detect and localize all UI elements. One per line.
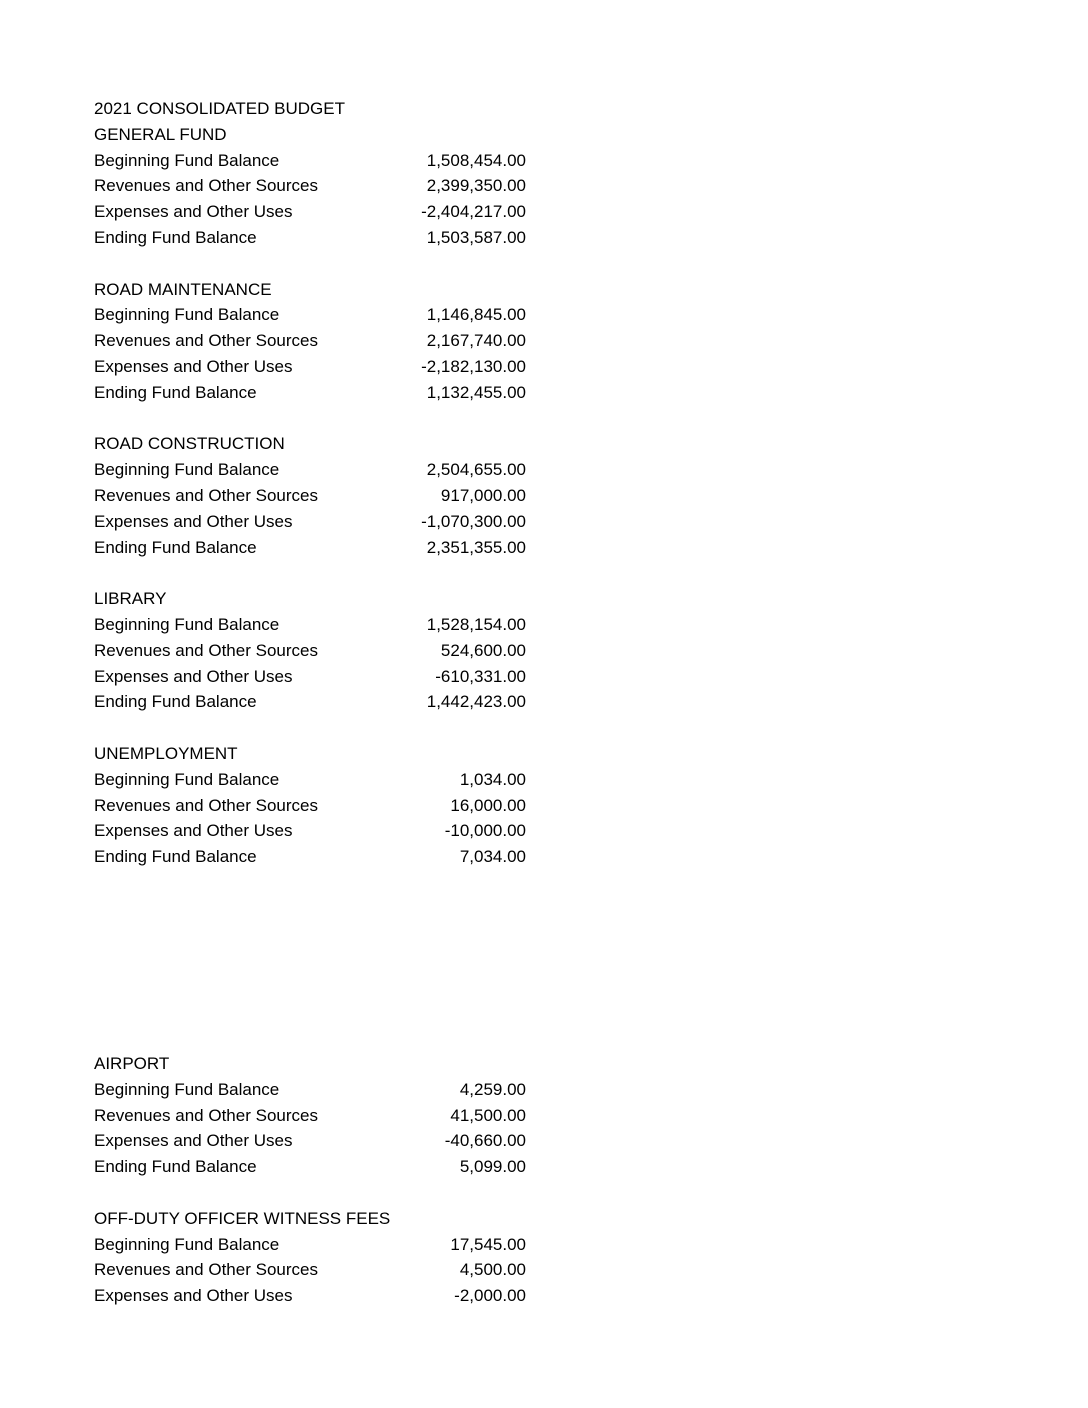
row-amount: -2,182,130.00 [421, 356, 526, 376]
fund-row [94, 1128, 526, 1154]
row-label: Revenues and Other Sources [94, 331, 318, 351]
row-label: Beginning Fund Balance [94, 460, 280, 480]
row-label: Ending Fund Balance [94, 537, 257, 557]
row-label: Expenses and Other Uses [94, 821, 293, 841]
row-amount: 1,132,455.00 [426, 382, 526, 402]
fund-row [94, 199, 526, 225]
row-amount: 17,545.00 [450, 1234, 526, 1254]
row-amount: -40,660.00 [444, 1131, 526, 1151]
row-amount: 5,099.00 [459, 1157, 526, 1177]
budget-bottom-section [94, 1051, 526, 1335]
fund-row [94, 148, 526, 174]
row-amount: -2,404,217.00 [421, 202, 526, 222]
budget-top-section [94, 96, 526, 896]
row-label: Beginning Fund Balance [94, 1234, 280, 1254]
row-label: Ending Fund Balance [94, 1157, 257, 1177]
fund-row [94, 1077, 526, 1103]
fund-heading: ROAD CONSTRUCTION [94, 434, 285, 454]
row-label: Revenues and Other Sources [94, 640, 318, 660]
row-label: Expenses and Other Uses [94, 511, 293, 531]
row-amount: 16,000.00 [450, 795, 526, 815]
row-amount: 1,528,154.00 [426, 614, 526, 634]
row-label: Expenses and Other Uses [94, 202, 293, 222]
fund-heading: AIRPORT [94, 1054, 170, 1073]
row-label: Ending Fund Balance [94, 227, 257, 247]
row-amount: 2,504,655.00 [426, 460, 526, 480]
fund-heading: UNEMPLOYMENT [94, 743, 238, 763]
fund-row [94, 1232, 526, 1258]
fund-row [94, 689, 526, 715]
fund-section-airport [94, 1051, 526, 1180]
document-title: 2021 CONSOLIDATED BUDGET [94, 99, 345, 118]
fund-row [94, 483, 526, 509]
fund-section-library [94, 586, 526, 715]
row-label: Expenses and Other Uses [94, 1286, 293, 1306]
row-amount: -10,000.00 [444, 821, 526, 841]
fund-section-road-construction [94, 431, 526, 560]
row-label: Beginning Fund Balance [94, 769, 280, 789]
fund-row [94, 612, 526, 638]
fund-section-off-duty-officer-witness-fees [94, 1206, 526, 1309]
fund-section-general-fund [94, 122, 526, 251]
fund-row [94, 664, 526, 690]
fund-row [94, 328, 526, 354]
fund-row [94, 638, 526, 664]
row-amount: -1,070,300.00 [421, 511, 526, 531]
row-label: Expenses and Other Uses [94, 1131, 293, 1151]
row-label: Beginning Fund Balance [94, 1079, 280, 1099]
row-amount: 2,351,355.00 [426, 537, 526, 557]
row-label: Expenses and Other Uses [94, 356, 293, 376]
row-amount: 1,503,587.00 [426, 227, 526, 247]
row-label: Revenues and Other Sources [94, 1105, 318, 1125]
fund-row [94, 844, 526, 870]
row-amount: 1,508,454.00 [426, 150, 526, 170]
fund-row [94, 302, 526, 328]
row-label: Revenues and Other Sources [94, 485, 318, 505]
row-label: Ending Fund Balance [94, 847, 257, 867]
fund-row [94, 173, 526, 199]
row-amount: 4,500.00 [459, 1260, 526, 1280]
row-label: Beginning Fund Balance [94, 614, 280, 634]
fund-row [94, 1283, 526, 1309]
row-amount: 4,259.00 [459, 1079, 526, 1099]
row-label: Revenues and Other Sources [94, 176, 318, 196]
fund-row [94, 457, 526, 483]
row-amount: 41,500.00 [450, 1105, 526, 1125]
fund-row [94, 793, 526, 819]
fund-list-bottom [94, 1051, 526, 1309]
fund-heading: ROAD MAINTENANCE [94, 279, 272, 299]
fund-row [94, 225, 526, 251]
fund-row [94, 380, 526, 406]
row-label: Beginning Fund Balance [94, 305, 280, 325]
fund-section-unemployment [94, 741, 526, 870]
row-label: Revenues and Other Sources [94, 795, 318, 815]
row-amount: 1,034.00 [459, 769, 526, 789]
row-amount: 2,399,350.00 [426, 176, 526, 196]
row-amount: -2,000.00 [454, 1286, 526, 1306]
row-label: Revenues and Other Sources [94, 1260, 318, 1280]
fund-row [94, 535, 526, 561]
row-label: Ending Fund Balance [94, 692, 257, 712]
row-amount: 7,034.00 [459, 847, 526, 867]
fund-row [94, 1103, 526, 1129]
fund-row [94, 1154, 526, 1180]
fund-row [94, 818, 526, 844]
row-amount: -610,331.00 [435, 666, 526, 686]
row-amount: 1,442,423.00 [426, 692, 526, 712]
row-amount: 2,167,740.00 [426, 331, 526, 351]
fund-row [94, 354, 526, 380]
row-label: Expenses and Other Uses [94, 666, 293, 686]
fund-list-top [94, 122, 526, 870]
fund-heading: OFF-DUTY OFFICER WITNESS FEES [94, 1208, 391, 1228]
fund-row [94, 767, 526, 793]
fund-heading: LIBRARY [94, 589, 167, 609]
row-label: Ending Fund Balance [94, 382, 257, 402]
fund-heading: GENERAL FUND [94, 124, 227, 144]
row-amount: 917,000.00 [440, 485, 526, 505]
fund-section-road-maintenance [94, 277, 526, 406]
row-amount: 1,146,845.00 [426, 305, 526, 325]
fund-row [94, 1257, 526, 1283]
fund-row [94, 509, 526, 535]
row-label: Beginning Fund Balance [94, 150, 280, 170]
row-amount: 524,600.00 [440, 640, 526, 660]
